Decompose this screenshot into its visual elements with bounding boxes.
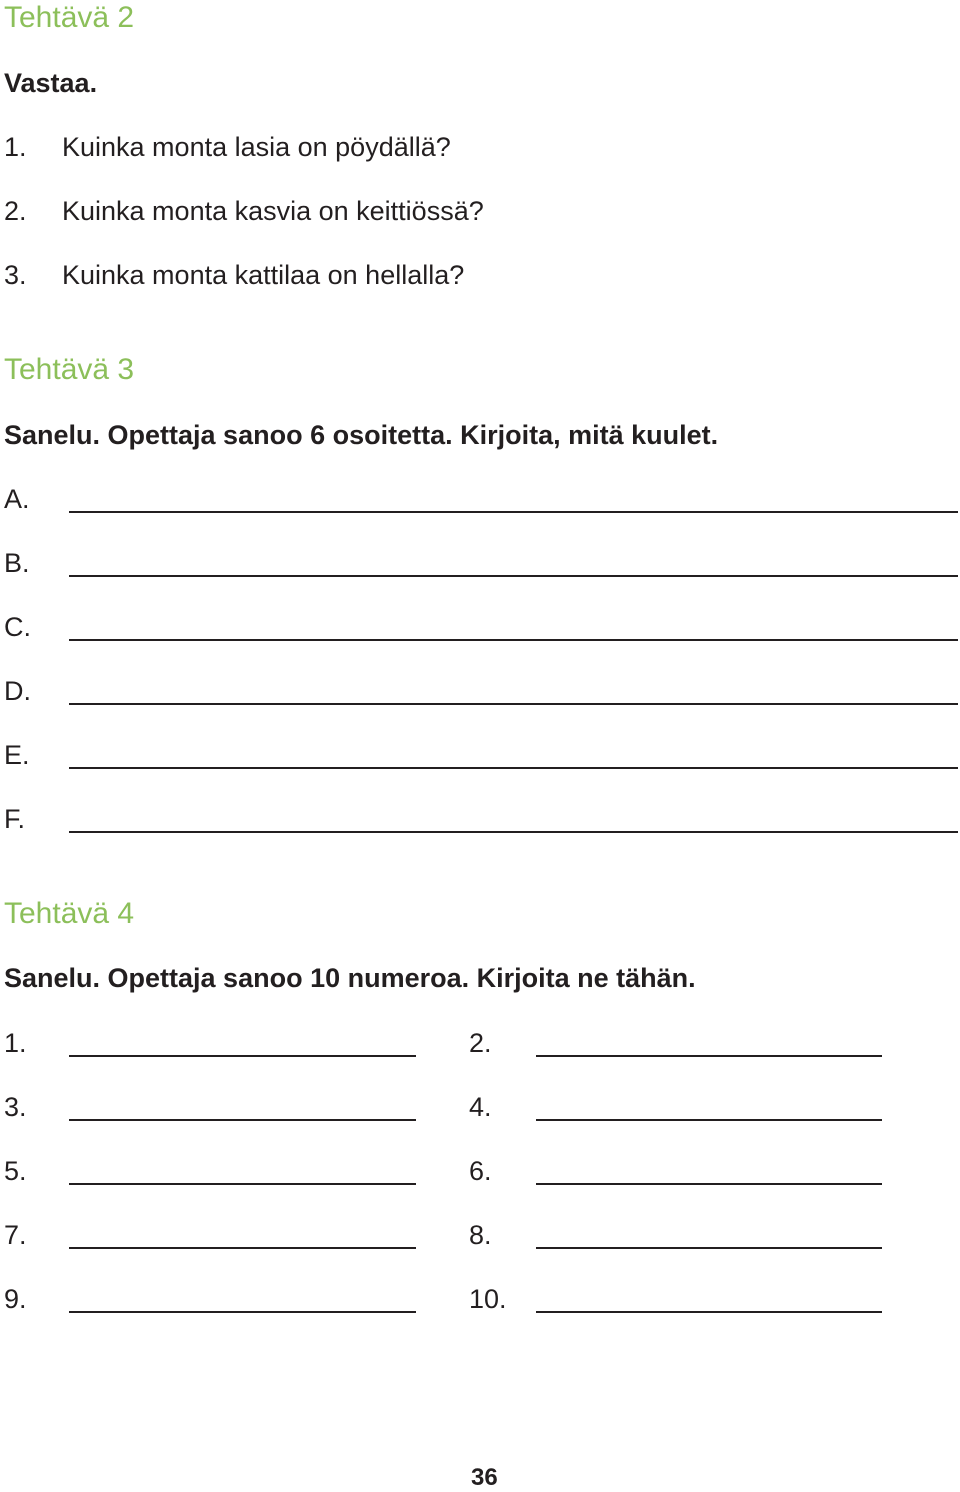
dictation-label: C. [4, 612, 31, 642]
number-label: 9. [4, 1284, 27, 1314]
task4-heading: Tehtävä 4 [4, 897, 135, 930]
question-text: Kuinka monta kattilaa on hellalla? [62, 260, 465, 290]
task3-heading: Tehtävä 3 [4, 353, 135, 386]
answer-line[interactable] [69, 511, 958, 513]
answer-line[interactable] [69, 639, 958, 641]
number-label: 10. [469, 1284, 507, 1314]
task3-instruction: Sanelu. Opettaja sanoo 6 osoitetta. Kirjoita, mitä kuulet. [4, 420, 719, 450]
question-number: 1. [4, 132, 27, 162]
task4-instruction: Sanelu. Opettaja sanoo 10 numeroa. Kirjoita ne tähän. [4, 963, 696, 993]
answer-line[interactable] [536, 1119, 882, 1121]
number-label: 3. [4, 1092, 27, 1122]
number-label: 4. [469, 1092, 492, 1122]
answer-line[interactable] [69, 1311, 416, 1313]
answer-line[interactable] [536, 1311, 882, 1313]
question-text: Kuinka monta lasia on pöydällä? [62, 132, 451, 162]
question-text: Kuinka monta kasvia on keittiössä? [62, 196, 484, 226]
dictation-label: F. [4, 804, 26, 834]
number-label: 8. [469, 1220, 492, 1250]
question-number: 2. [4, 196, 27, 226]
answer-line[interactable] [536, 1247, 882, 1249]
number-label: 5. [4, 1156, 27, 1186]
number-label: 6. [469, 1156, 492, 1186]
page-number: 36 [471, 1464, 498, 1491]
answer-line[interactable] [69, 1119, 416, 1121]
question-number: 3. [4, 260, 27, 290]
answer-line[interactable] [69, 767, 958, 769]
number-label: 2. [469, 1028, 492, 1058]
number-label: 1. [4, 1028, 27, 1058]
answer-line[interactable] [536, 1055, 882, 1057]
number-label: 7. [4, 1220, 27, 1250]
answer-line[interactable] [69, 703, 958, 705]
answer-line[interactable] [69, 1247, 416, 1249]
dictation-label: D. [4, 676, 31, 706]
answer-line[interactable] [69, 575, 958, 577]
answer-line[interactable] [69, 1055, 416, 1057]
answer-line[interactable] [69, 1183, 416, 1185]
answer-line[interactable] [536, 1183, 882, 1185]
task2-instruction: Vastaa. [4, 68, 98, 98]
dictation-label: E. [4, 740, 30, 770]
answer-line[interactable] [69, 831, 958, 833]
dictation-label: A. [4, 484, 30, 514]
task2-heading: Tehtävä 2 [4, 1, 135, 34]
dictation-label: B. [4, 548, 30, 578]
